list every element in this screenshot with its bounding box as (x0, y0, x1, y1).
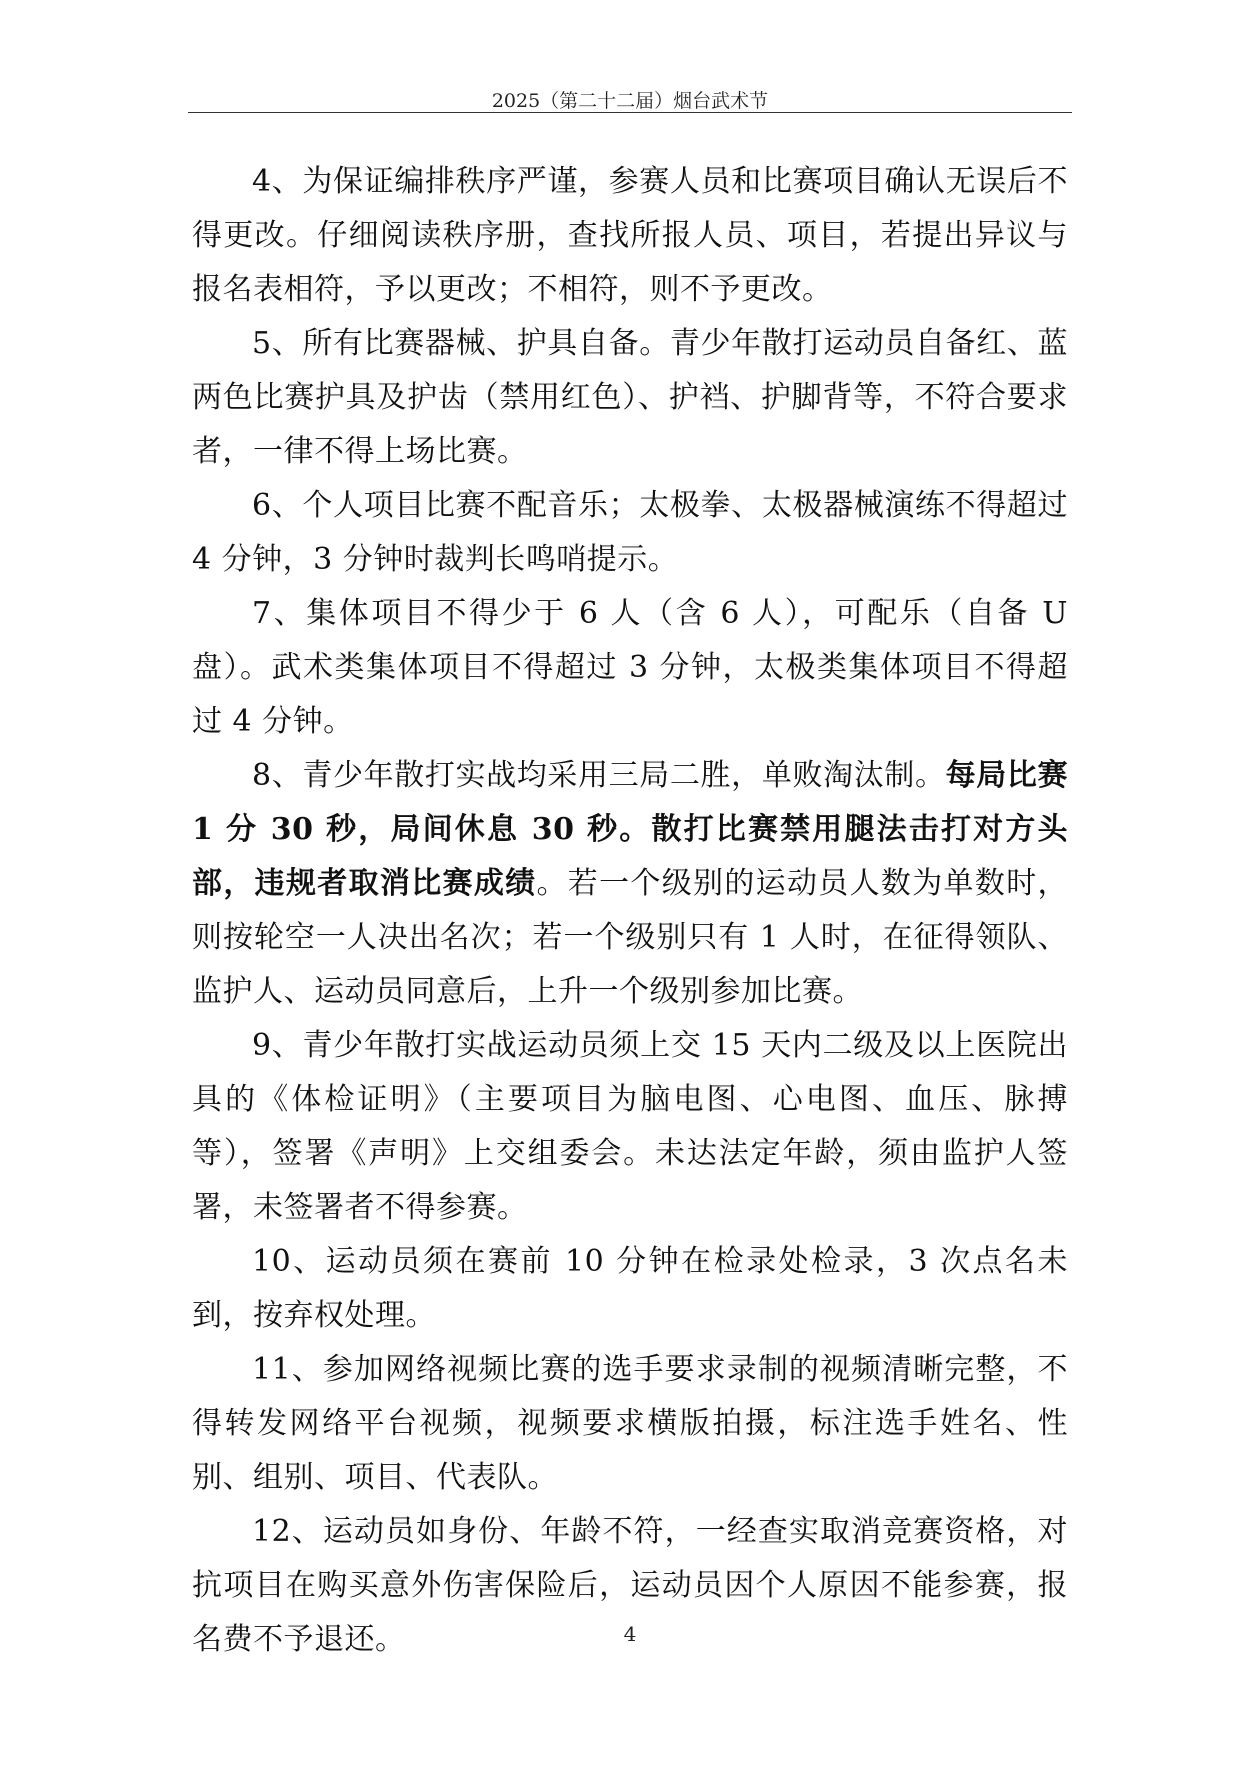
rule-item-6: 6、个人项目比赛不配音乐；太极拳、太极器械演练不得超过 4 分钟，3 分钟时裁判长鸣哨提示。 (192, 488, 1068, 577)
rule-item-7: 7、集体项目不得少于 6 人（含 6 人），可配乐（自备 U 盘）。武术类集体项目不得超过 3 分钟，太极类集体项目不得超过 4 分钟。 (192, 596, 1068, 739)
rule-item-10: 10、运动员须在赛前 10 分钟在检录处检录，3 次点名未到，按弃权处理。 (192, 1244, 1068, 1333)
page-number: 4 (623, 1622, 637, 1646)
running-header: 2025（第二十二届）烟台武术节 (491, 90, 769, 112)
rule-item-11: 11、参加网络视频比赛的选手要求录制的视频清晰完整，不得转发网络平台视频，视频要求横版拍摄，标注选手姓名、性别、组别、项目、代表队。 (192, 1352, 1068, 1495)
rule-item-9: 9、青少年散打实战运动员须上交 15 天内二级及以上医院出具的《体检证明》（主要项目为脑电图、心电图、血压、脉搏等），签署《声明》上交组委会。未达法定年龄，须由监护人签署，未签署者不得参赛。 (192, 1028, 1068, 1225)
header-divider (188, 112, 1072, 113)
rule-item-8 (192, 749, 1068, 1019)
rule-item-8-intro: 8、青少年散打实战均采用三局二胜，单败淘汰制。 (252, 758, 946, 793)
document-body (192, 155, 1068, 1667)
rule-item-4: 4、为保证编排秩序严谨，参赛人员和比赛项目确认无误后不得更改。仔细阅读秩序册，查找所报人员、项目，若提出异议与报名表相符，予以更改；不相符，则不予更改。 (192, 164, 1068, 307)
rule-item-12: 12、运动员如身份、年龄不符，一经查实取消竞赛资格，对抗项目在购买意外伤害保险后，运动员因个人原因不能参赛，报名费不予退还。 (192, 1514, 1068, 1657)
rule-item-8-rest: 。若一个级别的运动员人数为单数时，则按轮空一人决出名次；若一个级别只有 1 人时，在征得领队、监护人、运动员同意后，上升一个级别参加比赛。 (192, 866, 1069, 1009)
rule-item-5: 5、所有比赛器械、护具自备。青少年散打运动员自备红、蓝两色比赛护具及护齿（禁用红色）、护裆、护脚背等，不符合要求者，一律不得上场比赛。 (192, 326, 1068, 469)
rule-item-8-bold-emphasis: 每局比赛 1 分 30 秒，局间休息 30 秒。散打比赛禁用腿法击打对方头部，违规者取消比赛成绩 (192, 758, 1069, 901)
